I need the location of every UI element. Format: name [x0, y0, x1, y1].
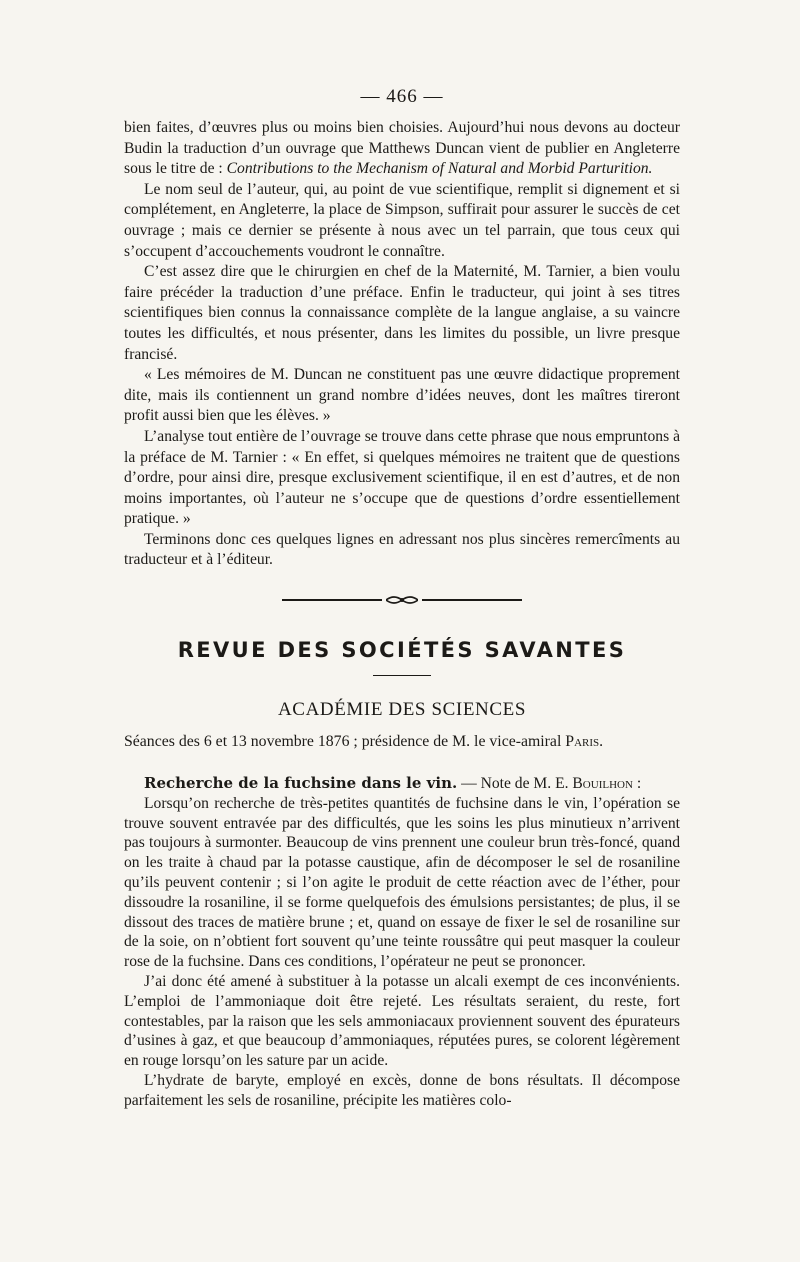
- review-paragraph-2: Le nom seul de l’auteur, qui, au point de vue scientifique, remplit si dignement et si complétement, en Angleterre, la place de Simpson, suffirait pour assurer le succès de cet ouvrage ; mais ce dernier se présente à nous avec un tel parrain, que tous ceux qui s’occupent d’accouchements voudront le connaître.: [124, 180, 680, 260]
- article-note-suffix: :: [632, 775, 642, 793]
- session-line: [124, 732, 680, 752]
- article-paragraph-3: L’hydrate de baryte, employé en excès, donne de bons résultats. Il décompose parfaitement les sels de rosaniline, précipite les matières colo-: [124, 1072, 680, 1109]
- ornamental-divider: [282, 593, 522, 607]
- article-fuchsine: [124, 774, 680, 1111]
- article-heading: Recherche de la fuchsine dans le vin.: [144, 774, 458, 793]
- review-quote-1: « Les mémoires de M. Duncan ne constituent pas une œuvre didactique proprement dite, mais ils contiennent un grand nombre d’idées neuves, dont les maîtres tireront profit aussi bien que les élèves. »: [124, 366, 680, 425]
- review-paragraph-3: C’est assez dire que le chirurgien en chef de la Maternité, M. Tarnier, a bien voulu faire précéder la traduction d’une préface. Enfin le traducteur, qui joint à ses titres scientifiques bien connus la connaissance complète de la langue anglaise, a su vaincre toutes les difficultés, et nous présenter, dans les limites du possible, un livre presque francisé.: [124, 263, 680, 363]
- article-paragraph-2: J’ai donc été amené à substituer à la potasse un alcali exempt de ces inconvénients. L’emploi de l’ammoniaque doit être rejeté. Les résultats seraient, du reste, fort contestables, par la raison que les sels ammoniacaux proviennent souvent des épurateurs d’usines à gaz, et que beaucoup d’ammoniaques, réputées pures, se colorent légèrement en rouge lorsqu’on les sature par un acide.: [124, 973, 680, 1070]
- divider-ornament-icon: [386, 594, 418, 606]
- divider-line-right: [422, 599, 522, 601]
- article-author: Bouilhon: [572, 775, 633, 793]
- short-rule: [373, 675, 431, 676]
- section-title: REVUE DES SOCIÉTÉS SAVANTES: [177, 638, 627, 663]
- page-number: — 466 —: [360, 86, 444, 107]
- article-paragraph-1: Lorsqu’on recherche de très-petites quantités de fuchsine dans le vin, l’opération se trouve souvent entravée par des difficultés, que les soins les plus minutieux n’arrivent pas toujours à surmonter. Beaucoup de vins prennent une couleur brun très-foncé, quand on les traite à chaud par la potasse caustique, afin de décomposer le sel de rosaniline qu’ils peuvent contenir ; si l’on agite le produit de cette réaction avec de l’éther, pour dissoudre la rosaniline, il se forme quelquefois des émulsions persistantes; de plus, il se dissout des traces de matière brune ; et, quand on essaye de fixer le sel de rosaniline sur de la soie, on n’obtient fort souvent qu’une teinte roussâtre qui peut masquer la couleur rose de la fuchsine. Dans ces conditions, l’opérateur ne peut se prononcer.: [124, 794, 680, 971]
- divider-line-left: [282, 599, 382, 601]
- review-paragraph-5: L’analyse tout entière de l’ouvrage se trouve dans cette phrase que nous empruntons à la préface de M. Tarnier : « En effet, si quelques mémoires ne traitent que de questions d’ordre, pour ainsi dire, presque exclusivement scientifique, il en est d’autres, et de non moins importantes, où l’auteur ne s’occupe que de questions d’ordre essentiellement pratique. »: [124, 427, 680, 528]
- review-paragraph-6: Terminons donc ces quelques lignes en adressant nos plus sincères remercîments au traducteur et à l’éditeur.: [124, 530, 680, 569]
- session-president: Paris.: [565, 733, 604, 751]
- session-text: Séances des 6 et 13 novembre 1876 ; présidence de M. le vice-amiral: [124, 733, 566, 751]
- review-paragraph-1-text: bien faites, d’œuvres plus ou moins bien choisies. Aujourd’hui nous devons au docteur Budin la traduction d’un ouvrage que Matthews Duncan vient de publier en Angleterre sous le titre de :: [124, 119, 680, 178]
- book-page: [124, 84, 680, 1111]
- book-review-section: [124, 118, 680, 571]
- book-title: Contributions to the Mechanism of Natural and Morbid Parturition.: [226, 160, 653, 178]
- article-heading-line: [124, 774, 680, 794]
- academy-heading: ACADÉMIE DES SCIENCES: [277, 699, 526, 721]
- review-paragraph-1: [124, 118, 680, 180]
- article-note-prefix: — Note de M. E.: [457, 775, 573, 793]
